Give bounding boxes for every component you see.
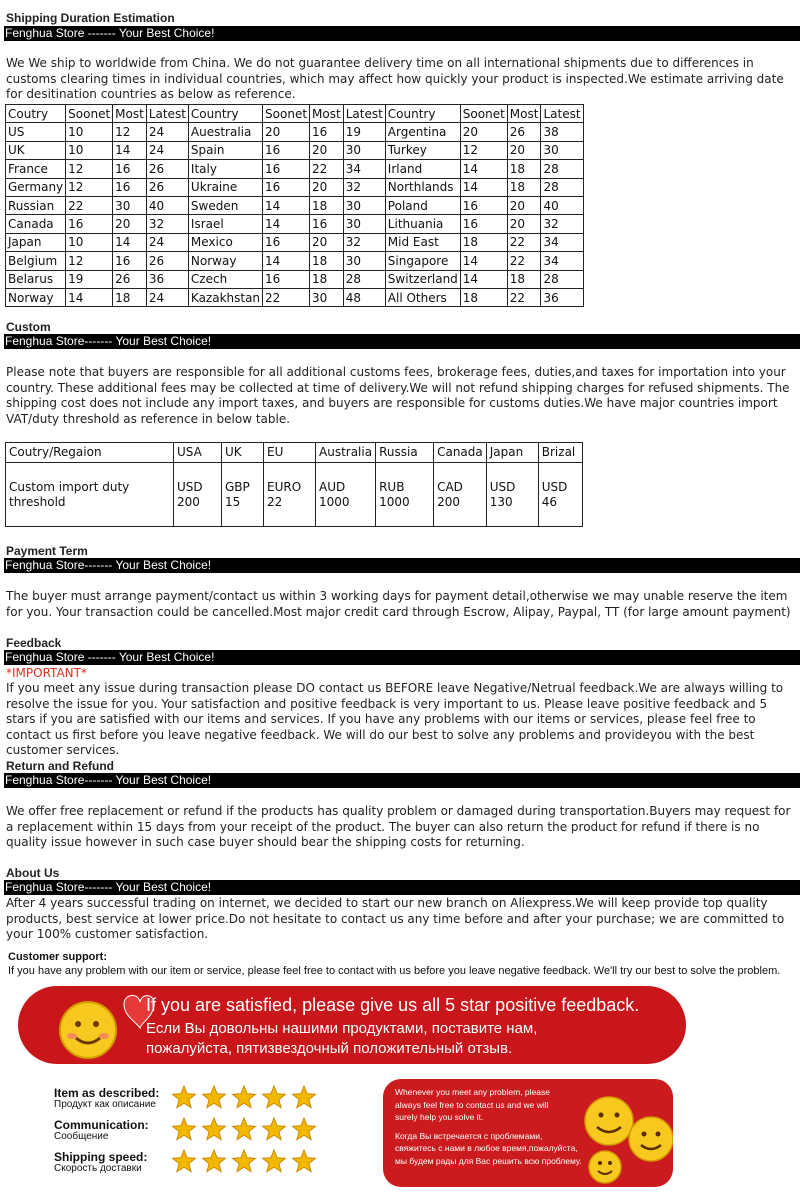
table-cell: 26 bbox=[507, 123, 541, 141]
table-cell: Russia bbox=[376, 443, 434, 463]
five-stars-icon bbox=[170, 1148, 320, 1176]
table-cell: 24 bbox=[146, 233, 188, 251]
table-cell: 16 bbox=[113, 252, 147, 270]
table-cell: Most bbox=[113, 105, 147, 123]
table-cell: Japan bbox=[6, 233, 66, 251]
table-cell: 20 bbox=[310, 233, 344, 251]
duty-threshold-table bbox=[5, 442, 583, 527]
feedback-banner-line-3: пожалуйста, пятизвездочный положительный отзыв. bbox=[146, 1040, 513, 1057]
feedback-banner: Fenghua Store ------- Your Best Choice! bbox=[4, 650, 800, 665]
star-icon bbox=[263, 1118, 286, 1140]
table-cell: Lithuania bbox=[385, 215, 460, 233]
star-icon bbox=[263, 1086, 286, 1108]
table-cell: US bbox=[6, 123, 66, 141]
table-cell: 40 bbox=[541, 196, 583, 214]
table-row bbox=[6, 288, 584, 306]
table-cell: 16 bbox=[460, 196, 507, 214]
shipping-text: We We ship to worldwide from China. We do not guarantee delivery time on all international shipments due to differences in customs clearing times in individual countries, which may affect how quickly your product is inspected.We estimate arriving date for desitination countries as below as reference. bbox=[6, 56, 784, 102]
rating-label-en: Item as described: bbox=[54, 1086, 160, 1100]
table-cell: Germany bbox=[6, 178, 66, 196]
feedback-important: *IMPORTANT* bbox=[6, 666, 87, 680]
table-cell: 30 bbox=[343, 252, 385, 270]
table-cell: 16 bbox=[113, 160, 147, 178]
table-cell: 36 bbox=[541, 288, 583, 306]
table-cell: 14 bbox=[66, 288, 113, 306]
table-cell: Most bbox=[507, 105, 541, 123]
table-cell: 34 bbox=[541, 233, 583, 251]
refund-banner: Fenghua Store------- Your Best Choice! bbox=[4, 773, 800, 788]
table-cell: 22 bbox=[310, 160, 344, 178]
table-cell: 20 bbox=[310, 178, 344, 196]
table-cell: Mexico bbox=[188, 233, 262, 251]
rating-row-item-as-described bbox=[52, 1084, 322, 1114]
table-cell: 20 bbox=[507, 196, 541, 214]
table-cell: Northlands bbox=[385, 178, 460, 196]
rating-row-communication bbox=[52, 1116, 322, 1146]
table-row bbox=[6, 233, 584, 251]
table-cell: 18 bbox=[507, 178, 541, 196]
feedback-banner-line-1: If you are satisfied, please give us all 5 star positive feedback. bbox=[146, 995, 640, 1015]
table-cell: Latest bbox=[146, 105, 188, 123]
table-cell: 20 bbox=[310, 141, 344, 159]
table-cell: 14 bbox=[113, 233, 147, 251]
rating-label-ru: Скорость доставки bbox=[54, 1163, 142, 1174]
table-cell: 16 bbox=[310, 215, 344, 233]
table-cell: 40 bbox=[146, 196, 188, 214]
shipping-banner: Fenghua Store ------- Your Best Choice! bbox=[4, 26, 800, 41]
payment-text: The buyer must arrange payment/contact us within 3 working days for payment detail,otherwise we may unable reserve the item for you. Your transaction could be cancelled.Most major credit card through Escrow, Alipay, Paypal, TT (for large amount payment) bbox=[6, 589, 791, 619]
help-text-en-1: Whenever you meet any problem, please bbox=[395, 1087, 550, 1097]
table-cell: USD 46 bbox=[538, 463, 582, 527]
table-cell: 24 bbox=[146, 123, 188, 141]
star-icon bbox=[203, 1150, 226, 1172]
table-row bbox=[6, 252, 584, 270]
table-cell: 18 bbox=[460, 288, 507, 306]
table-cell: 20 bbox=[263, 123, 310, 141]
table-cell: Switzerland bbox=[385, 270, 460, 288]
table-cell: 28 bbox=[541, 178, 583, 196]
table-cell: 18 bbox=[113, 288, 147, 306]
star-icon bbox=[263, 1150, 286, 1172]
custom-banner: Fenghua Store------- Your Best Choice! bbox=[4, 334, 800, 349]
about-text: After 4 years successful trading on internet, we decided to start our new branch on Aliexpress.We will keep provide top quality products, best service at lower price.Do not hesitate to contact us any time before and after your purchase; we are committed to your 100% customer satisfaction. bbox=[6, 896, 785, 942]
rating-label-ru: Продукт как описание bbox=[54, 1099, 156, 1110]
table-cell: RUB 1000 bbox=[376, 463, 434, 527]
table-cell: 16 bbox=[113, 178, 147, 196]
table-cell: 14 bbox=[263, 215, 310, 233]
table-cell: 18 bbox=[460, 233, 507, 251]
table-cell: Soonet bbox=[263, 105, 310, 123]
table-cell: 14 bbox=[113, 141, 147, 159]
table-cell: Belgium bbox=[6, 252, 66, 270]
table-cell: 28 bbox=[541, 160, 583, 178]
table-cell: Country bbox=[188, 105, 262, 123]
help-text-en-2: always feel free to contact us and we will bbox=[395, 1099, 549, 1110]
table-cell: 12 bbox=[66, 252, 113, 270]
star-icon bbox=[203, 1086, 226, 1108]
table-cell: 16 bbox=[263, 178, 310, 196]
customer-support-text: If you have any problem with our item or service, please feel free to contact with us before you leave negative feedback. We'll try our best to solve the problem. bbox=[8, 965, 781, 977]
help-text-ru-2: свяжитесь с нами в любое время,пожалуйста, bbox=[395, 1143, 578, 1153]
table-cell: 12 bbox=[460, 141, 507, 159]
table-header-row bbox=[6, 105, 584, 123]
rating-label-en: Shipping speed: bbox=[54, 1150, 148, 1164]
star-icon bbox=[203, 1118, 226, 1140]
duty-header-row bbox=[6, 443, 583, 463]
table-row bbox=[6, 123, 584, 141]
table-cell: 18 bbox=[507, 270, 541, 288]
table-cell: CAD 200 bbox=[434, 463, 487, 527]
table-cell: 19 bbox=[66, 270, 113, 288]
table-cell: 20 bbox=[460, 123, 507, 141]
table-cell: Norway bbox=[6, 288, 66, 306]
table-cell: 32 bbox=[146, 215, 188, 233]
table-cell: 38 bbox=[541, 123, 583, 141]
table-cell: 22 bbox=[263, 288, 310, 306]
table-cell: Coutry/Regaion bbox=[6, 443, 174, 463]
table-cell: Czech bbox=[188, 270, 262, 288]
table-cell: 30 bbox=[541, 141, 583, 159]
shipping-duration-table bbox=[5, 104, 584, 307]
table-cell: 28 bbox=[343, 270, 385, 288]
star-icon bbox=[233, 1118, 256, 1140]
table-cell: Canada bbox=[6, 215, 66, 233]
table-cell: 10 bbox=[66, 233, 113, 251]
rating-row-shipping-speed bbox=[52, 1148, 322, 1178]
table-cell: 16 bbox=[263, 270, 310, 288]
table-cell: 19 bbox=[343, 123, 385, 141]
table-cell: 12 bbox=[66, 178, 113, 196]
star-icon bbox=[233, 1150, 256, 1172]
table-cell: 22 bbox=[507, 288, 541, 306]
star-icon bbox=[173, 1086, 196, 1108]
table-cell: 48 bbox=[343, 288, 385, 306]
table-cell: 18 bbox=[310, 196, 344, 214]
table-cell: Country bbox=[385, 105, 460, 123]
table-cell: 16 bbox=[263, 141, 310, 159]
ratings-panel bbox=[52, 1080, 322, 1180]
about-banner: Fenghua Store------- Your Best Choice! bbox=[4, 880, 800, 895]
table-cell: Belarus bbox=[6, 270, 66, 288]
table-cell: Irland bbox=[385, 160, 460, 178]
table-cell: Canada bbox=[434, 443, 487, 463]
table-cell: Spain bbox=[188, 141, 262, 159]
table-cell: Latest bbox=[343, 105, 385, 123]
table-cell: Kazakhstan bbox=[188, 288, 262, 306]
table-cell: 32 bbox=[541, 215, 583, 233]
table-cell: 26 bbox=[146, 178, 188, 196]
table-cell: 14 bbox=[460, 252, 507, 270]
table-row bbox=[6, 270, 584, 288]
table-cell: 22 bbox=[66, 196, 113, 214]
table-cell: 18 bbox=[507, 160, 541, 178]
feedback-banner-line-2: Если Вы довольны нашими продуктами, поставите нам, bbox=[146, 1020, 538, 1037]
table-cell: Turkey bbox=[385, 141, 460, 159]
table-cell: 14 bbox=[460, 270, 507, 288]
table-cell: 26 bbox=[146, 160, 188, 178]
feedback-text: If you meet any issue during transaction please DO contact us BEFORE leave Negative/Netrual feedback.We are always willing to resolve the issue for you. Your satisfaction and positive feedback is very important to us. Please leave positive feedback and 5 stars if you are satisfied with our items and services. If you have any problems with our items or services, please feel free to contact us first before you leave negative feedback. We will do our best to solve any problems and provideyou with the best customer services. bbox=[6, 681, 784, 758]
table-cell: 14 bbox=[460, 160, 507, 178]
table-cell: Mid East bbox=[385, 233, 460, 251]
table-cell: 36 bbox=[146, 270, 188, 288]
table-cell: USA bbox=[174, 443, 222, 463]
five-stars-icon bbox=[170, 1116, 320, 1144]
table-cell: France bbox=[6, 160, 66, 178]
feedback-title: Feedback bbox=[6, 636, 62, 650]
table-row bbox=[6, 215, 584, 233]
table-cell: 16 bbox=[263, 233, 310, 251]
star-icon bbox=[293, 1150, 316, 1172]
smileys-icon bbox=[569, 1079, 673, 1187]
table-cell: 34 bbox=[343, 160, 385, 178]
table-cell: Custom import duty threshold bbox=[6, 463, 174, 527]
table-row bbox=[6, 196, 584, 214]
table-cell: 10 bbox=[66, 123, 113, 141]
table-cell: Soonet bbox=[66, 105, 113, 123]
star-icon bbox=[233, 1086, 256, 1108]
table-cell: 16 bbox=[310, 123, 344, 141]
table-cell: All Others bbox=[385, 288, 460, 306]
refund-title: Return and Refund bbox=[6, 759, 114, 773]
table-cell: 30 bbox=[343, 215, 385, 233]
table-cell: Russian bbox=[6, 196, 66, 214]
duty-value-row bbox=[6, 463, 583, 527]
table-cell: 24 bbox=[146, 288, 188, 306]
table-cell: 26 bbox=[113, 270, 147, 288]
payment-banner: Fenghua Store------- Your Best Choice! bbox=[4, 558, 800, 573]
table-cell: Singapore bbox=[385, 252, 460, 270]
customer-support-title: Customer support: bbox=[8, 951, 107, 963]
table-cell: 16 bbox=[66, 215, 113, 233]
table-cell: Italy bbox=[188, 160, 262, 178]
table-cell: Israel bbox=[188, 215, 262, 233]
star-icon bbox=[293, 1118, 316, 1140]
table-cell: Auestralia bbox=[188, 123, 262, 141]
shipping-title: Shipping Duration Estimation bbox=[6, 11, 175, 25]
table-cell: 34 bbox=[541, 252, 583, 270]
refund-text: We offer free replacement or refund if the products has quality problem or damaged during transportation.Buyers may request for a replacement within 15 days from your receipt of the product. The buyer can also return the product for refund if there is no quality issue however in such case buyer should bear the shipping costs for returning. bbox=[6, 804, 791, 850]
table-cell: 14 bbox=[460, 178, 507, 196]
table-row bbox=[6, 141, 584, 159]
table-cell: 16 bbox=[263, 160, 310, 178]
table-row bbox=[6, 178, 584, 196]
table-cell: 22 bbox=[507, 233, 541, 251]
table-cell: 22 bbox=[507, 252, 541, 270]
five-stars-icon bbox=[170, 1084, 320, 1112]
table-cell: 18 bbox=[310, 252, 344, 270]
help-text-ru-1: Когда Вы встречается с проблемами, bbox=[395, 1130, 543, 1141]
table-cell: USD 130 bbox=[486, 463, 538, 527]
payment-title: Payment Term bbox=[6, 544, 88, 558]
table-cell: 20 bbox=[507, 215, 541, 233]
table-cell: 30 bbox=[343, 141, 385, 159]
table-cell: 30 bbox=[310, 288, 344, 306]
table-cell: Brizal bbox=[538, 443, 582, 463]
table-cell: 16 bbox=[460, 215, 507, 233]
table-cell: 24 bbox=[146, 141, 188, 159]
table-cell: 12 bbox=[66, 160, 113, 178]
table-cell: Ukraine bbox=[188, 178, 262, 196]
rating-label-en: Communication: bbox=[54, 1118, 149, 1132]
help-text-en-3: surely help you solve it. bbox=[395, 1112, 484, 1122]
table-cell: AUD 1000 bbox=[316, 463, 376, 527]
custom-text: Please note that buyers are responsible for all additional customs fees, brokerage fees, duties,and taxes for importation into your country. These additional fees may be collected at time of delivery.We will not refund shipping charges for refused shipments. The shipping cost does not include any import taxes, and buyers are responsible for customs duties.We have major countries import VAT/duty threshold as reference in below table. bbox=[6, 365, 790, 426]
star-icon bbox=[173, 1118, 196, 1140]
table-cell: Coutry bbox=[6, 105, 66, 123]
table-cell: 20 bbox=[113, 215, 147, 233]
table-cell: 12 bbox=[113, 123, 147, 141]
table-cell: Soonet bbox=[460, 105, 507, 123]
table-cell: 28 bbox=[541, 270, 583, 288]
table-cell: 10 bbox=[66, 141, 113, 159]
table-cell: 30 bbox=[343, 196, 385, 214]
rating-label-ru: Сообщение bbox=[54, 1131, 109, 1142]
table-cell: 14 bbox=[263, 252, 310, 270]
table-cell: EURO 22 bbox=[264, 463, 316, 527]
table-cell: GBP 15 bbox=[222, 463, 264, 527]
table-cell: UK bbox=[6, 141, 66, 159]
table-cell: 32 bbox=[343, 233, 385, 251]
help-text-ru-3: мы будем рады для Вас решить всю проблему. bbox=[395, 1155, 582, 1166]
table-cell: 18 bbox=[310, 270, 344, 288]
table-cell: Japan bbox=[486, 443, 538, 463]
table-cell: Norway bbox=[188, 252, 262, 270]
star-icon bbox=[293, 1086, 316, 1108]
table-cell: EU bbox=[264, 443, 316, 463]
table-cell: Poland bbox=[385, 196, 460, 214]
table-cell: Sweden bbox=[188, 196, 262, 214]
custom-title: Custom bbox=[6, 320, 51, 334]
star-icon bbox=[173, 1150, 196, 1172]
table-cell: USD 200 bbox=[174, 463, 222, 527]
about-title: About Us bbox=[6, 866, 60, 880]
table-cell: Most bbox=[310, 105, 344, 123]
table-cell: 14 bbox=[263, 196, 310, 214]
five-star-feedback-banner bbox=[18, 986, 686, 1064]
table-cell: UK bbox=[222, 443, 264, 463]
table-cell: 32 bbox=[343, 178, 385, 196]
table-cell: 26 bbox=[146, 252, 188, 270]
table-cell: Latest bbox=[541, 105, 583, 123]
table-cell: 30 bbox=[113, 196, 147, 214]
contact-help-box bbox=[383, 1079, 673, 1187]
table-cell: 20 bbox=[507, 141, 541, 159]
table-cell: Australia bbox=[316, 443, 376, 463]
table-row bbox=[6, 160, 584, 178]
table-cell: Argentina bbox=[385, 123, 460, 141]
